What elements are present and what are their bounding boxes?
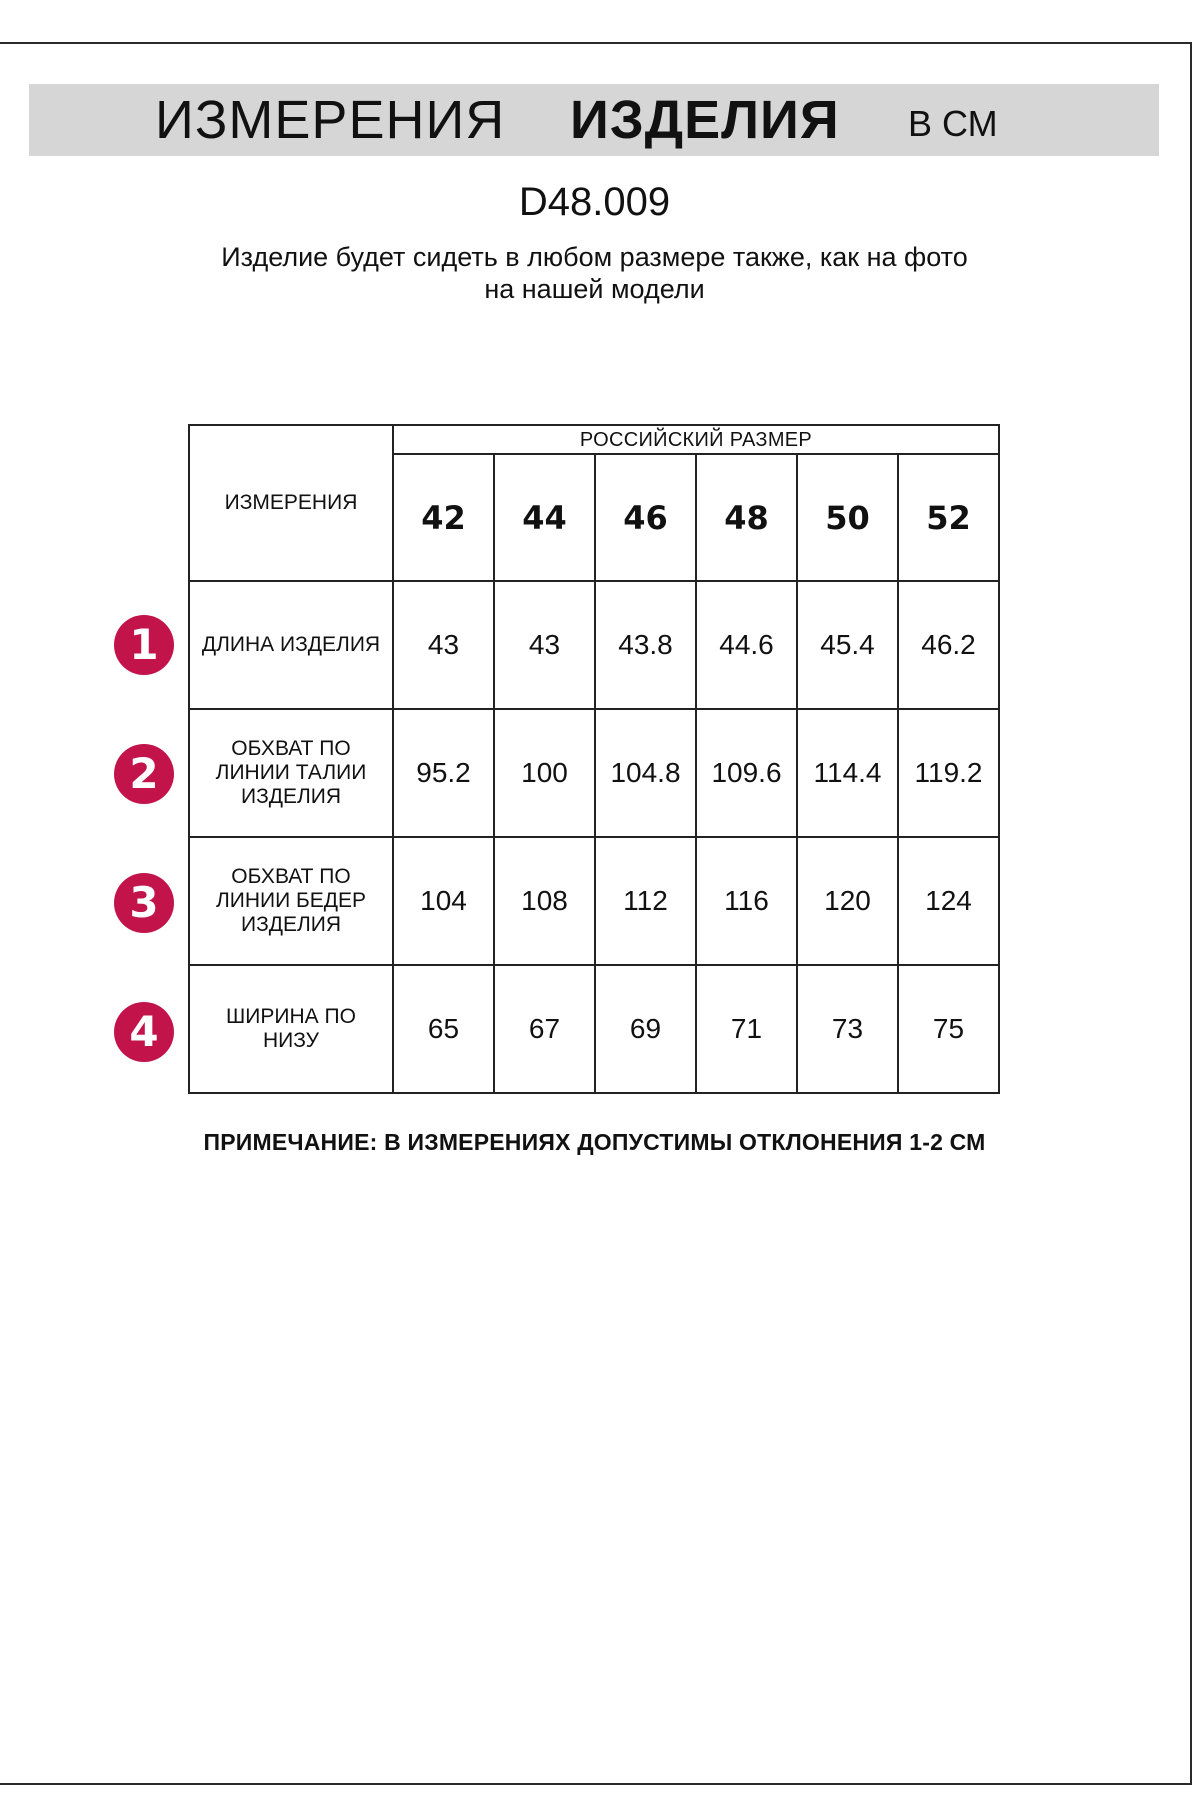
table-cell: 112 [595,837,696,965]
table-cell: 73 [797,965,898,1093]
table-cell: 43 [393,581,494,709]
table-cell: 104 [393,837,494,965]
table-cell: 100 [494,709,595,837]
table-cell: 95.2 [393,709,494,837]
table-cell: 116 [696,837,797,965]
table-cell: 43.8 [595,581,696,709]
subtitle-line-2: на нашей модели [484,274,705,304]
table-cell: 75 [898,965,999,1093]
table-cell: 119.2 [898,709,999,837]
table-header-row [189,425,999,454]
table-cell: 124 [898,837,999,965]
table-cell: 114.4 [797,709,898,837]
row-label: ДЛИНА ИЗДЕЛИЯ [189,581,393,709]
row-label: ШИРИНА ПО НИЗУ [189,965,393,1093]
table-cell: 45.4 [797,581,898,709]
size-header: 52 [898,454,999,581]
region-size-header: РОССИЙСКИЙ РАЗМЕР [393,425,999,454]
size-header: 42 [393,454,494,581]
row-label: ОБХВАТ ПО ЛИНИИ БЕДЕР ИЗДЕЛИЯ [189,837,393,965]
table-cell: 109.6 [696,709,797,837]
tolerance-note: ПРИМЕЧАНИЕ: В ИЗМЕРЕНИЯХ ДОПУСТИМЫ ОТКЛОНЕНИЯ 1-2 СМ [203,1129,986,1155]
row-label: ОБХВАТ ПО ЛИНИИ ТАЛИИ ИЗДЕЛИЯ [189,709,393,837]
table-cell: 71 [696,965,797,1093]
table-cell: 43 [494,581,595,709]
table-cell: 67 [494,965,595,1093]
size-header: 48 [696,454,797,581]
title-measurements: ИЗМЕРЕНИЯ [155,90,506,150]
measurements-header: ИЗМЕРЕНИЯ [189,425,393,581]
row-number-badge: 4 [114,1002,174,1062]
table-cell: 65 [393,965,494,1093]
subtitle-line-1: Изделие будет сидеть в любом размере также, как на фото [221,242,968,272]
title-product: ИЗДЕЛИЯ [570,90,840,150]
title-unit: В СМ [908,103,998,144]
row-number-badge: 3 [114,873,174,933]
size-table [188,424,1000,1094]
table-row [189,965,999,1093]
table-cell: 104.8 [595,709,696,837]
article-code: D48.009 [518,180,671,224]
table-row [189,709,999,837]
table-cell: 120 [797,837,898,965]
table-cell: 46.2 [898,581,999,709]
table-cell: 69 [595,965,696,1093]
size-header: 50 [797,454,898,581]
table-row [189,837,999,965]
size-header: 44 [494,454,595,581]
row-number-badge: 1 [114,615,174,675]
table-cell: 108 [494,837,595,965]
table-row [189,581,999,709]
table-cell: 44.6 [696,581,797,709]
size-header: 46 [595,454,696,581]
row-number-badge: 2 [114,744,174,804]
title-band [29,84,1159,156]
